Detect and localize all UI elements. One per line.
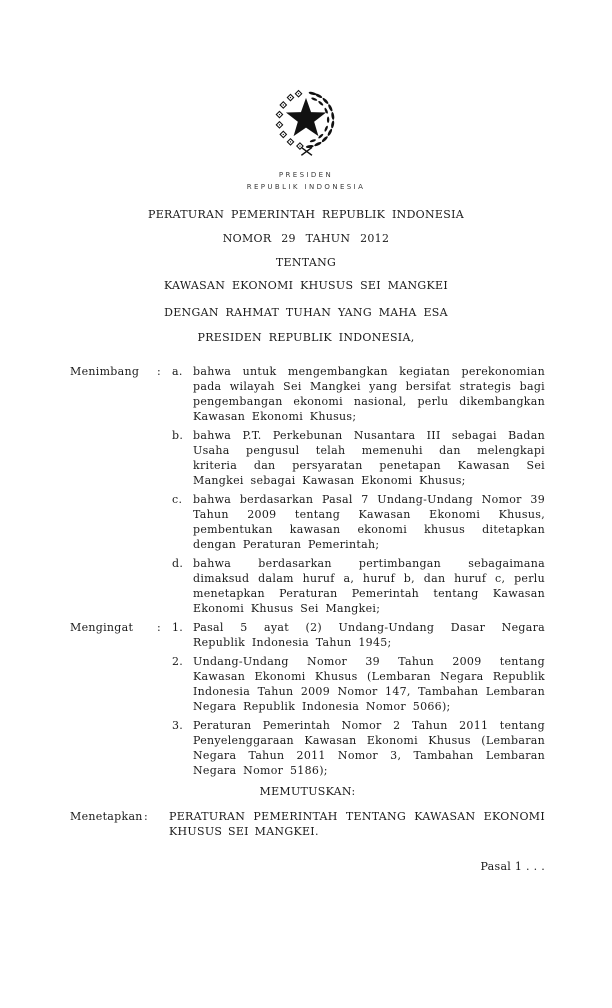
menimbang-label: Menimbang (70, 365, 140, 378)
item-marker: 1. (172, 621, 184, 634)
menetapkan-section (70, 809, 545, 839)
mengingat-label: Mengingat (70, 621, 134, 634)
regulation-number: NOMOR 29 TAHUN 2012 (222, 232, 390, 245)
page-catchword: Pasal 1 . . . (480, 860, 545, 873)
consideration-item (172, 492, 545, 552)
consideration-item (172, 364, 545, 424)
tentang-label: TENTANG (275, 256, 337, 269)
item-marker: 2. (172, 655, 184, 668)
seal-container (273, 86, 339, 164)
consideration-item (172, 556, 545, 616)
letterhead-presiden: PRESIDEN (278, 171, 334, 179)
legal-basis-item (172, 654, 545, 714)
mengingat-colon: : (157, 621, 162, 634)
consideration-item (172, 428, 545, 488)
item-marker: d. (172, 557, 184, 570)
authority-line: PRESIDEN REPUBLIK INDONESIA, (197, 331, 415, 344)
document-body (70, 364, 545, 874)
menimbang-section (70, 364, 545, 620)
item-marker: c. (172, 493, 183, 506)
item-marker: 3. (172, 719, 184, 732)
item-text: bahwa berdasarkan pertimbangan sebagaimana dimaksud dalam huruf a, huruf b, dan huruf c, perlu menetapkan Peraturan Pemerintah tentang Kawasan Ekonomi Khusus Sei Mangkei; (193, 557, 545, 615)
menetapkan-label: Menetapkan (70, 810, 143, 823)
item-text: Peraturan Pemerintah Nomor 2 Tahun 2011 tentang Penyelenggaraan Kawasan Ekonomi Khusus (Lembaran Negara Tahun 2011 Nomor 3, Tambahan Lembaran Negara Nomor 5186); (193, 719, 545, 777)
item-text: bahwa untuk mengembangkan kegiatan perekonomian pada wilayah Sei Mangkei yang bersifat strategis bagi pengembangan ekonomi nasional, perlu dikembangkan Kawasan Ekonomi Khusus; (193, 365, 545, 423)
item-text: Pasal 5 ayat (2) Undang-Undang Dasar Negara Republik Indonesia Tahun 1945; (193, 621, 545, 649)
letterhead (0, 170, 612, 193)
memutuskan-heading: MEMUTUSKAN: (259, 785, 356, 798)
item-text: Undang-Undang Nomor 39 Tahun 2009 tentang Kawasan Ekonomi Khusus (Lembaran Negara Republik Indonesia Tahun 2009 Nomor 147, Tambahan Lembaran Negara Republik Indonesia Nomor 5066); (193, 655, 545, 713)
regulation-title: PERATURAN PEMERINTAH REPUBLIK INDONESIA (148, 208, 464, 221)
presidential-seal-icon (273, 86, 339, 160)
menimbang-colon: : (157, 365, 162, 378)
legal-basis-item (172, 718, 545, 778)
subject-title: KAWASAN EKONOMI KHUSUS SEI MANGKEI (163, 279, 449, 292)
invocation-line: DENGAN RAHMAT TUHAN YANG MAHA ESA (164, 306, 448, 319)
title-block (0, 209, 612, 344)
letterhead-republik-indonesia: REPUBLIK INDONESIA (246, 182, 366, 191)
item-marker: b. (172, 429, 184, 442)
menetapkan-colon: : (144, 810, 149, 823)
enacting-clause-text: PERATURAN PEMERINTAH TENTANG KAWASAN EKONOMI KHUSUS SEI MANGKEI. (169, 810, 545, 838)
item-text: bahwa P.T. Perkebunan Nusantara III sebagai Badan Usaha pengusul telah memenuhi dan melengkapi kriteria dan persyaratan penetapan Kawasan Sei Mangkei sebagai Kawasan Ekonomi Khusus; (193, 429, 545, 487)
item-marker: a. (172, 365, 183, 378)
item-text: bahwa berdasarkan Pasal 7 Undang-Undang Nomor 39 Tahun 2009 tentang Kawasan Ekonomi Khusus, pembentukan kawasan ekonomi khusus ditetapkan dengan Peraturan Pemerintah; (193, 493, 545, 551)
legal-basis-item (172, 620, 545, 650)
mengingat-section (70, 620, 545, 782)
